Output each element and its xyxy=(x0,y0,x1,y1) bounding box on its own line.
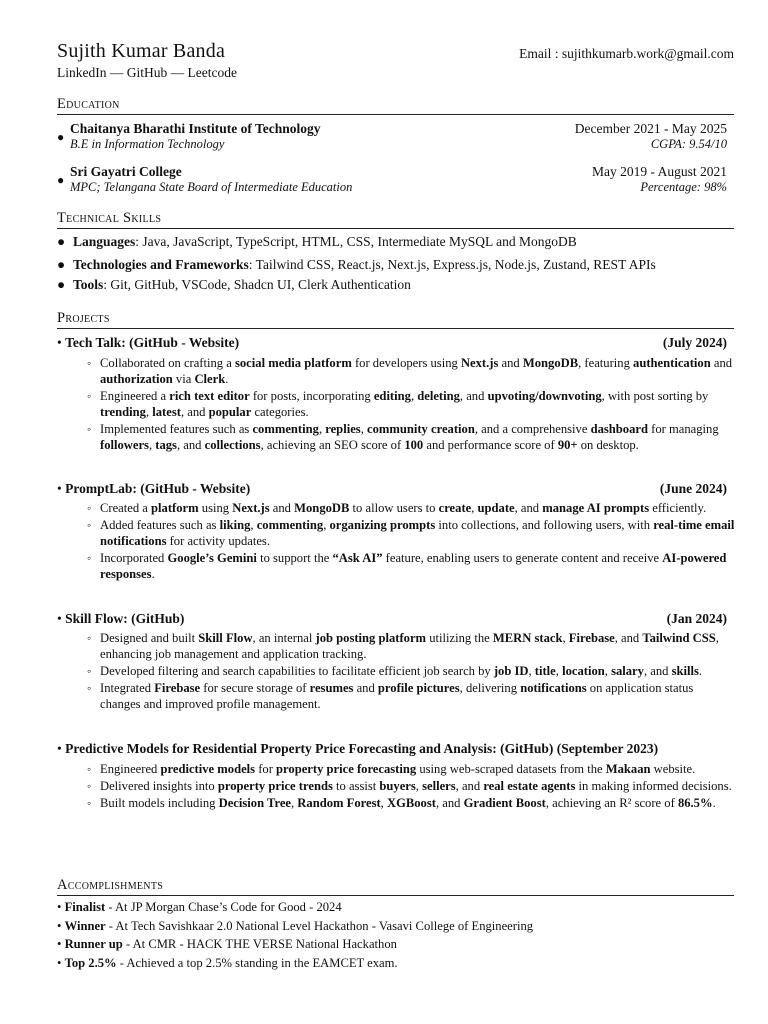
skill-value: : Tailwind CSS, React.js, Next.js, Express.js, Node.js, Zustand, REST APIs xyxy=(248,257,656,272)
highlight-term: create xyxy=(438,501,472,515)
project-date: (July 2024) xyxy=(662,335,727,350)
bullet-text: , delivering xyxy=(459,681,521,695)
project-bullets xyxy=(87,630,737,713)
skill-value: : Java, JavaScript, TypeScript, HTML, CSS, Intermediate MySQL and MongoDB xyxy=(135,234,577,249)
bullet-text: , and xyxy=(180,405,209,419)
bullet-text: into collections, and following users, with xyxy=(435,518,654,532)
highlight-term: followers xyxy=(100,438,149,452)
project-date: (Jan 2024) xyxy=(666,611,727,626)
highlight-term: MERN stack xyxy=(492,631,563,645)
bullet-text: for developers using xyxy=(351,356,461,370)
accomplishment-detail: - At CMR - HACK THE VERSE National Hackathon xyxy=(122,937,397,951)
skill-label: Languages xyxy=(73,234,136,249)
highlight-term: Tailwind CSS xyxy=(642,631,716,645)
bullet-text: , and xyxy=(176,438,205,452)
highlight-term: location xyxy=(562,664,605,678)
bullet-text: Delivered insights into xyxy=(100,779,218,793)
bullet-text: Designed and built xyxy=(100,631,199,645)
project-bullet-item xyxy=(87,550,737,582)
bullet-text: categories. xyxy=(251,405,309,419)
project-date: (June 2024) xyxy=(659,481,727,496)
highlight-term: Decision Tree xyxy=(218,796,291,810)
project-bullets xyxy=(87,761,737,812)
highlight-term: real estate agents xyxy=(483,779,576,793)
bullet-text: utilizing the xyxy=(426,631,493,645)
highlight-term: skills xyxy=(671,664,699,678)
bullet-text: efficiently. xyxy=(649,501,707,515)
candidate-name: Sujith Kumar Banda xyxy=(57,40,226,62)
highlight-term: rich text editor xyxy=(169,389,250,403)
skill-line-languages xyxy=(57,234,577,250)
bullet-text: , xyxy=(410,389,418,403)
bullet-text: website. xyxy=(650,762,696,776)
skill-line-frameworks xyxy=(57,257,656,273)
project-bullet-item xyxy=(87,663,737,679)
bullet-text: for posts, incorporating xyxy=(249,389,374,403)
accomplishment-title: Runner up xyxy=(64,937,123,951)
bullet-text: , xyxy=(555,664,563,678)
bullet-text: Engineered xyxy=(100,762,161,776)
highlight-term: tags xyxy=(155,438,177,452)
bullet-text: to support the xyxy=(256,551,333,565)
bullet-text: Developed filtering and search capabilities to facilitate efficient job search by xyxy=(100,664,494,678)
highlight-term: notifications xyxy=(520,681,587,695)
project-bullet-item xyxy=(87,778,737,794)
education-dates: December 2021 - May 2025 xyxy=(574,121,727,136)
project-title[interactable]: PromptLab: (GitHub - Website) xyxy=(65,481,251,496)
project-bullet-item xyxy=(87,795,737,811)
section-heading-accomplishments: Accomplishments xyxy=(57,877,734,896)
highlight-term: editing xyxy=(373,389,411,403)
bullet-text: . xyxy=(698,664,703,678)
highlight-term: social media platform xyxy=(234,356,352,370)
bullet-text: on application status changes and improved profile management. xyxy=(100,681,694,711)
bullet-text: , enhancing job management and application tracking. xyxy=(100,631,719,661)
bullet-text: . xyxy=(712,796,716,810)
section-heading-skills: Technical Skills xyxy=(57,210,734,229)
highlight-term: popular xyxy=(208,405,252,419)
project-bullet-item xyxy=(87,355,737,387)
bullet-text: , xyxy=(291,796,298,810)
bullet-text: , xyxy=(318,422,326,436)
bullet-icon: • xyxy=(57,900,62,914)
skill-label: Technologies and Frameworks xyxy=(73,257,249,272)
highlight-term: sellers xyxy=(422,779,456,793)
highlight-term: MongoDB xyxy=(522,356,579,370)
bullet-icon: • xyxy=(57,919,62,933)
bullet-icon: • xyxy=(57,335,62,350)
bullet-text: , xyxy=(562,631,569,645)
bullet-text: to allow users to xyxy=(349,501,439,515)
project-title[interactable]: Skill Flow: (GitHub) xyxy=(65,611,185,626)
bullet-text: , xyxy=(471,501,478,515)
project-bullet-item xyxy=(87,388,737,420)
highlight-term: Next.js xyxy=(460,356,499,370)
highlight-term: commenting xyxy=(252,422,319,436)
highlight-term: trending xyxy=(100,405,146,419)
bullet-text: , xyxy=(145,405,153,419)
education-score: Percentage: 98% xyxy=(640,180,727,194)
project-bullets xyxy=(87,355,737,454)
bullet-text: , xyxy=(148,438,156,452)
highlight-term: deleting xyxy=(417,389,460,403)
school-name: Sri Gayatri College xyxy=(70,164,182,179)
highlight-term: resumes xyxy=(309,681,354,695)
bullet-text: , achieving an R² score of xyxy=(545,796,678,810)
accomplishment-detail: - At Tech Savishkaar 2.0 National Level Hackathon - Vasavi College of Engineering xyxy=(105,919,534,933)
highlight-term: Makaan xyxy=(605,762,651,776)
project-title[interactable]: Tech Talk: (GitHub - Website) xyxy=(65,335,240,350)
bullet-text: Built models including xyxy=(100,796,219,810)
highlight-term: “Ask AI” xyxy=(332,551,383,565)
project-title-row xyxy=(57,611,727,627)
email-contact[interactable]: Email : sujithkumarb.work@gmail.com xyxy=(519,46,734,61)
highlight-term: Google’s Gemini xyxy=(167,551,257,565)
school-name: Chaitanya Bharathi Institute of Technology xyxy=(70,121,321,136)
highlight-term: property price forecasting xyxy=(276,762,417,776)
section-heading-projects: Projects xyxy=(57,310,734,329)
highlight-term: liking xyxy=(219,518,251,532)
bullet-icon: • xyxy=(57,741,62,756)
highlight-term: upvoting/downvoting xyxy=(487,389,602,403)
highlight-term: latest xyxy=(152,405,181,419)
bullet-text: , xyxy=(380,796,387,810)
highlight-term: profile pictures xyxy=(377,681,460,695)
profile-links[interactable]: LinkedIn — GitHub — Leetcode xyxy=(57,65,237,80)
highlight-term: collections xyxy=(204,438,261,452)
bullet-text: , and xyxy=(614,631,643,645)
bullet-text: to assist xyxy=(332,779,380,793)
highlight-term: platform xyxy=(151,501,199,515)
bullet-text: , xyxy=(250,518,257,532)
bullet-text: , xyxy=(604,664,612,678)
highlight-term: Firebase xyxy=(154,681,201,695)
project-title[interactable]: Predictive Models for Residential Property Price Forecasting and Analysis: (GitHub) (September 2023) xyxy=(65,741,659,756)
highlight-term: manage AI prompts xyxy=(542,501,650,515)
bullet-text: , and xyxy=(455,779,484,793)
bullet-text: and xyxy=(353,681,378,695)
highlight-term: job ID xyxy=(493,664,529,678)
highlight-term: replies xyxy=(325,422,361,436)
bullet-text: using xyxy=(198,501,233,515)
project-bullet-item xyxy=(87,421,737,453)
bullet-icon: • xyxy=(57,956,62,970)
bullet-icon: ● xyxy=(57,277,66,292)
project-title-row xyxy=(57,741,727,757)
degree-name: MPC; Telangana State Board of Intermediate Education xyxy=(70,180,353,194)
degree-name: B.E in Information Technology xyxy=(70,137,225,151)
accomplishment-title: Winner xyxy=(64,919,106,933)
bullet-text: Engineered a xyxy=(100,389,170,403)
bullet-text: , xyxy=(323,518,330,532)
highlight-term: title xyxy=(534,664,556,678)
highlight-term: AI-powered responses xyxy=(100,551,727,581)
education-dates: May 2019 - August 2021 xyxy=(592,164,727,179)
highlight-term: buyers xyxy=(379,779,416,793)
bullet-text: Added features such as xyxy=(100,518,220,532)
bullet-text: using web-scraped datasets from the xyxy=(416,762,606,776)
bullet-text: , xyxy=(360,422,367,436)
highlight-term: organizing prompts xyxy=(329,518,436,532)
bullet-text: , xyxy=(528,664,535,678)
accomplishment-title: Top 2.5% xyxy=(64,956,117,970)
bullet-text: for activity updates. xyxy=(166,534,270,548)
project-bullet-item xyxy=(87,761,737,777)
highlight-term: dashboard xyxy=(590,422,648,436)
bullet-text: , featuring xyxy=(578,356,634,370)
bullet-text: , xyxy=(415,779,423,793)
bullet-icon: ● xyxy=(57,257,66,272)
bullet-icon: • xyxy=(57,481,62,496)
highlight-term: community creation xyxy=(366,422,475,436)
highlight-term: Skill Flow xyxy=(198,631,253,645)
bullet-icon: ● xyxy=(57,130,65,144)
highlight-term: 90+ xyxy=(557,438,578,452)
bullet-text: Implemented features such as xyxy=(100,422,253,436)
bullet-text: and xyxy=(269,501,295,515)
bullet-text: , an internal xyxy=(252,631,316,645)
accomplishment-item xyxy=(57,919,533,934)
highlight-term: authentication xyxy=(633,356,711,370)
highlight-term: XGBoost xyxy=(386,796,436,810)
project-bullets xyxy=(87,500,737,583)
project-bullet-item xyxy=(87,517,737,549)
highlight-term: predictive models xyxy=(160,762,256,776)
project-bullet-item xyxy=(87,500,737,516)
bullet-text: , and a comprehensive xyxy=(474,422,591,436)
bullet-text: for xyxy=(255,762,277,776)
highlight-term: authorization xyxy=(100,372,173,386)
bullet-text: , and xyxy=(435,796,464,810)
highlight-term: Random Forest xyxy=(297,796,381,810)
highlight-term: update xyxy=(477,501,515,515)
bullet-text: for secure storage of xyxy=(200,681,310,695)
bullet-text: via xyxy=(172,372,195,386)
skill-label: Tools xyxy=(73,277,104,292)
skill-line-tools xyxy=(57,277,411,293)
bullet-text: and xyxy=(498,356,523,370)
highlight-term: 86.5% xyxy=(677,796,713,810)
highlight-term: property price trends xyxy=(217,779,333,793)
highlight-term: 100 xyxy=(404,438,424,452)
bullet-icon: ● xyxy=(57,234,66,249)
bullet-text: Created a xyxy=(100,501,152,515)
bullet-text: and performance score of xyxy=(423,438,558,452)
project-bullet-item xyxy=(87,680,737,712)
bullet-text: and xyxy=(710,356,733,370)
bullet-text: . xyxy=(225,372,229,386)
highlight-term: Next.js xyxy=(232,501,270,515)
bullet-text: feature, enabling users to generate content and receive xyxy=(382,551,663,565)
bullet-text: Collaborated on crafting a xyxy=(100,356,235,370)
bullet-icon: • xyxy=(57,611,62,626)
accomplishment-item xyxy=(57,937,397,952)
bullet-text: in making informed decisions. xyxy=(575,779,732,793)
highlight-term: salary xyxy=(611,664,644,678)
highlight-term: Gradient Boost xyxy=(463,796,546,810)
highlight-term: Firebase xyxy=(568,631,615,645)
bullet-text: , and xyxy=(643,664,672,678)
bullet-icon: • xyxy=(57,937,62,951)
bullet-text: , with post sorting by xyxy=(601,389,709,403)
highlight-term: MongoDB xyxy=(294,501,350,515)
bullet-text: , and xyxy=(514,501,543,515)
bullet-text: Incorporated xyxy=(100,551,168,565)
bullet-text: , achieving an SEO score of xyxy=(260,438,405,452)
accomplishment-item xyxy=(57,956,398,971)
education-score: CGPA: 9.54/10 xyxy=(650,137,727,151)
accomplishment-title: Finalist xyxy=(64,900,106,914)
highlight-term: commenting xyxy=(256,518,324,532)
section-heading-education: Education xyxy=(57,96,734,115)
bullet-icon: ● xyxy=(57,173,65,187)
accomplishment-detail: - At JP Morgan Chase’s Code for Good - 2024 xyxy=(105,900,342,914)
bullet-text: Integrated xyxy=(100,681,155,695)
bullet-text: , and xyxy=(459,389,488,403)
highlight-term: Clerk xyxy=(194,372,226,386)
bullet-text: on desktop. xyxy=(577,438,639,452)
project-title-row xyxy=(57,335,727,351)
accomplishment-detail: - Achieved a top 2.5% standing in the EAMCET exam. xyxy=(116,956,398,970)
project-bullet-item xyxy=(87,630,737,662)
accomplishment-item xyxy=(57,900,342,915)
bullet-text: . xyxy=(151,567,155,581)
bullet-text: for managing xyxy=(648,422,719,436)
highlight-term: job posting platform xyxy=(315,631,427,645)
skill-value: : Git, GitHub, VSCode, Shadcn UI, Clerk Authentication xyxy=(103,277,411,292)
project-title-row xyxy=(57,481,727,497)
highlight-term: real-time email notifications xyxy=(100,518,735,548)
